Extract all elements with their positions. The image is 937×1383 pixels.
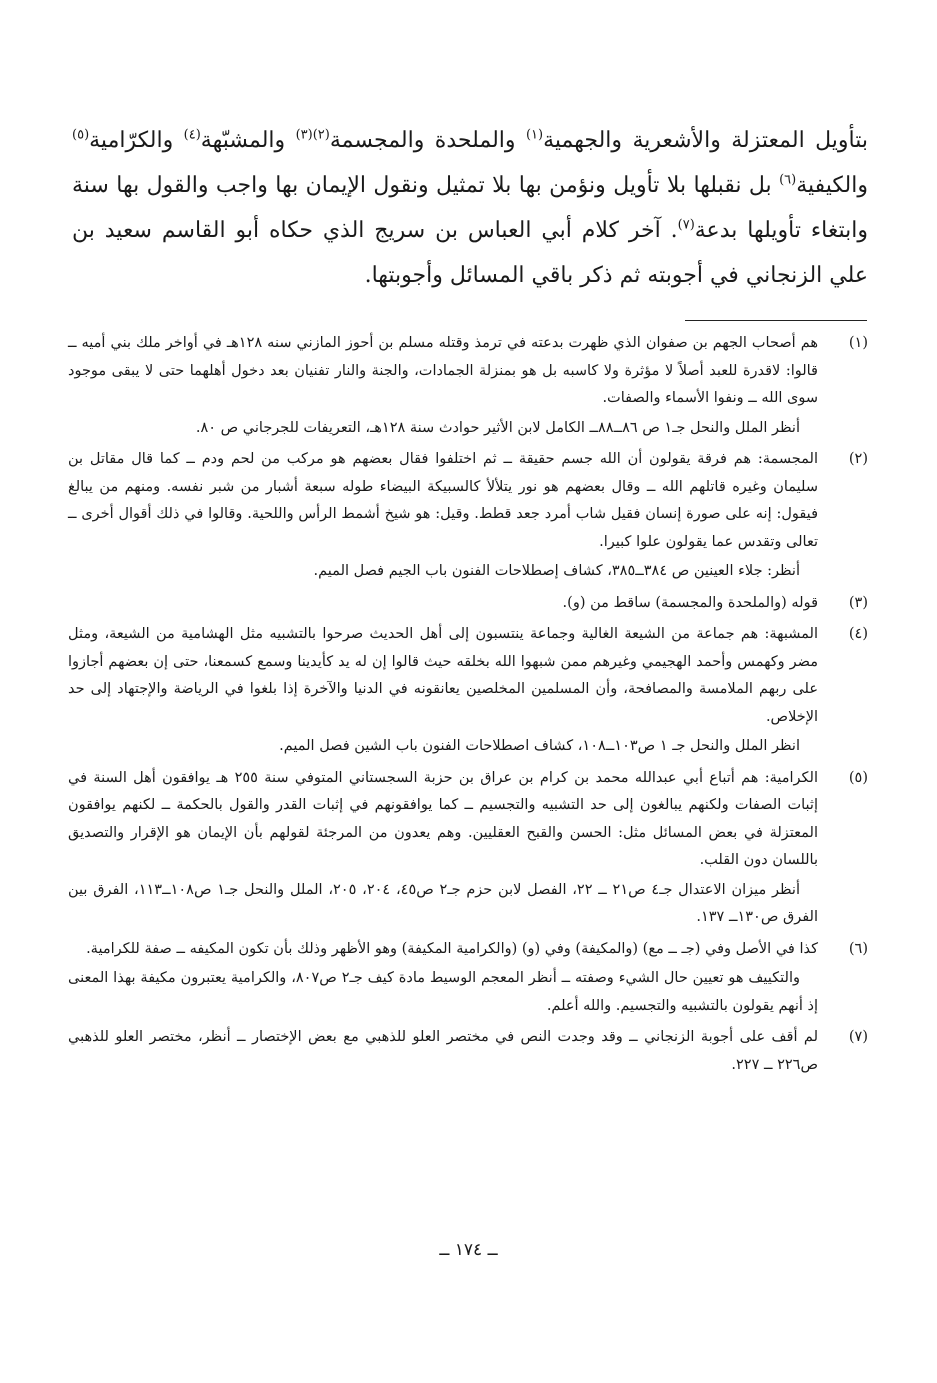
text-run: بل نقبلها بلا تأويل ونؤمن بها بلا تمثيل ونقول الإيمان بها واجب والقول بها سنة وابتغاء تأويلها بدعة	[72, 173, 868, 243]
footnote-4	[68, 621, 868, 761]
footnote-reference: والتكييف هو تعيين حال الشيء وصفته ــ أنظر المعجم الوسيط مادة كيف جـ٢ ص٨٠٧، والكرامية يعتبرون مكيفة بهذا المعنى إذ أنهم يقولون بالتشبيه والتجسيم. والله أعلم.	[68, 970, 818, 1014]
text-run: والملحدة والمجسمة	[329, 128, 526, 153]
footnote-text: لم أقف على أجوبة الزنجاني ــ وقد وجدت النص في مختصر العلو للذهبي مع بعض الإختصار ــ أنظر، مختصر العلو للذهبي ص٢٢٦ ــ ٢٢٧.	[68, 1029, 818, 1073]
footnote-text: كذا في الأصل وفي (جـ ــ مع) (والمكيفة) وفي (و) (والكرامية المكيفة) وهو الأظهر وذلك بأن تكون المكيفه ــ صفة للكرامية.	[86, 940, 818, 957]
footnote-3	[68, 590, 868, 618]
footnote-text: قوله (والملحدة والمجسمة) ساقط من (و).	[562, 594, 818, 611]
footnote-ref-3: (٣)	[295, 127, 313, 143]
footnote-2	[68, 446, 868, 586]
footnote-reference: انظر الملل والنحل جـ ١ ص١٠٣ــ١٠٨، كشاف اصطلاحات الفنون باب الشين فصل الميم.	[279, 738, 800, 754]
footnote-5	[68, 765, 868, 932]
footnote-ref-2: (٢)	[312, 127, 330, 143]
footnote-number: (١)	[848, 335, 868, 351]
footnote-1	[68, 330, 868, 442]
footnote-ref-1: (١)	[525, 127, 544, 143]
footnotes	[68, 330, 868, 1083]
footnote-text: هم أصحاب الجهم بن صفوان الذي ظهرت بدعته في ترمذ وقتله مسلم بن أحوز المازني سنه ١٢٨هـ في أواخر ملك بني أميه ــ قالوا: لاقدرة للعبد أصلاً لا مؤثرة ولا كاسبه بل هو بمنزلة الجمادات، والجنة والنار تفنيان بعد دخول أهلهما حتى لا يبقى موجود سوى الله ــ ونفوا الأسماء والصفات.	[68, 335, 818, 406]
footnote-number: (٥)	[848, 769, 868, 786]
footnote-reference: أنظر الملل والنحل جـ١ ص ٨٦ــ٨٨ــ الكامل لابن الأثير حوادث سنة ١٢٨هـ، التعريفات للجرجاني ص ٨٠.	[195, 419, 800, 436]
footnote-separator	[685, 320, 867, 321]
footnote-ref-5: (٥)	[72, 127, 90, 143]
footnote-number: (٧)	[848, 1029, 868, 1045]
footnote-number: (٤)	[848, 626, 868, 642]
main-text	[72, 118, 868, 298]
footnote-reference: أنظر ميزان الاعتدال جـ٤ ص٢١ ــ ٢٢، الفصل لابن حزم جـ٢ ص٤٥، ٢٠٤، ٢٠٥، الملل والنحل جـ١ ص١٠٨ــ١١٣، الفرق بين الفرق ص١٣٠ــ ١٣٧.	[68, 881, 818, 925]
footnote-ref-6: (٦)	[779, 172, 797, 188]
footnote-ref-4: (٤)	[183, 127, 201, 143]
footnote-number: (٣)	[848, 594, 868, 611]
footnote-reference: أنظر: جلاء العينين ص ٣٨٤ــ٣٨٥، كشاف إصطلاحات الفنون باب الجيم فصل الميم.	[313, 563, 800, 579]
main-paragraph	[72, 118, 868, 298]
footnote-ref-7: (٧)	[677, 217, 695, 233]
footnote-text: المجسمة: هم فرقة يقولون أن الله جسم حقيقة ــ ثم اختلفوا فقال بعضهم هو مركب من لحم ودم ــ كما قال مقاتل بن سليمان وغيره قاتلهم الله ــ وقال بعضهم هو نور يتلألأ كالسبيكة البيضاء طوله سبعة أشبار من شبر نفسه. ومنهم من يبالغ فيقول: إنه على صورة إنسان فقيل شاب أمرد جعد قطط. وقيل: هو شيخ أشمط الرأس واللحية. وقالوا في ذلك أقوال أخرى ــ تعالى وتقدس عما يقولون علوا كبيرا.	[68, 451, 818, 550]
text-run: والكرّامية	[89, 128, 184, 153]
footnote-text: المشبهة: هم جماعة من الشيعة الغالية وجماعة ينتسبون إلى أهل الحديث صرحوا بالتشبيه مثل الهشامية من الشيعة، ومثل مضر وكهمس وأحمد الهجيمي وغيرهم ممن شبهوا الله بخلقه حيث قالوا إن له يد كأيدينا وسمع كسمعنا، حتى إن بعضهم أجازوا على ربهم الملامسة والمصافحة، وأن المسلمين المخلصين يعانقونه في الدنيا والآخرة إذا بلغوا في الرياضة والإجتهاد إلى حد الإخلاص.	[68, 626, 818, 725]
text-run: والمشبّهة	[200, 128, 296, 153]
footnote-number: (٦)	[848, 940, 868, 957]
footnote-number: (٢)	[848, 451, 868, 467]
footnote-7	[68, 1024, 868, 1079]
text-run: والكيفية	[796, 173, 868, 198]
page-number: ــ ١٧٤ ــ	[439, 1240, 498, 1260]
text-run: بتأويل المعتزلة والأشعرية والجهمية	[543, 128, 868, 153]
footnote-6	[68, 936, 868, 1021]
footnote-text: الكرامية: هم أتباع أبي عبدالله محمد بن كرام بن عراق بن حزبة السجستاني المتوفي سنة ٢٥٥ هـ يوافقون أهل السنة في إثبات الصفات ولكنهم يبالغون إلى حد التشبيه والتجسيم ــ كما يوافقونهم في إثبات القدر والقول بالحكمة ــ لكنهم يوافقون المعتزلة في بعض المسائل مثل: الحسن والقبح العقليين. وهم يعدون من المرجئة لقولهم بأن الإيمان هو الإقرار والتصديق باللسان دون القلب.	[68, 769, 818, 868]
text-run: . آخر كلام أبي العباس بن سريج الذي حكاه أبو القاسم سعيد بن علي الزنجاني في أجوبته ثم ذكر باقي المسائل وأجوبتها.	[72, 218, 868, 288]
